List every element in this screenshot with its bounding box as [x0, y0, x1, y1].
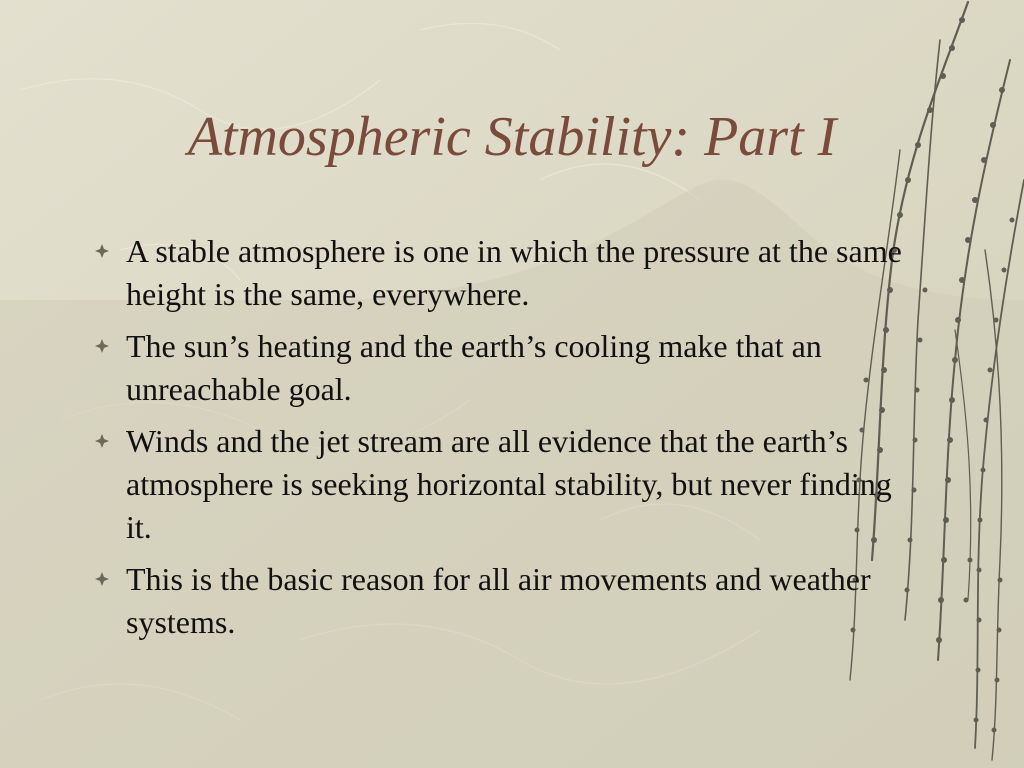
diamond-fleuron-icon	[94, 338, 110, 354]
diamond-fleuron-icon	[94, 571, 110, 587]
bullet-text: This is the basic reason for all air movements and weather systems.	[126, 561, 871, 640]
bullet-text: A stable atmosphere is one in which the pressure at the same height is the same, everywhere.	[126, 233, 902, 312]
diamond-fleuron-icon	[94, 433, 110, 449]
bullet-item	[92, 558, 922, 644]
slide-title: Atmospheric Stability: Part I	[187, 106, 837, 168]
bullet-item	[92, 420, 922, 549]
bullet-text: Winds and the jet stream are all evidence that the earth’s atmosphere is seeking horizontal stability, but never finding it.	[126, 423, 892, 545]
bullet-item	[92, 325, 922, 411]
bullet-list	[92, 230, 922, 653]
bullet-item	[92, 230, 922, 316]
diamond-fleuron-icon	[94, 243, 110, 259]
bullet-text: The sun’s heating and the earth’s cooling make that an unreachable goal.	[126, 328, 822, 407]
